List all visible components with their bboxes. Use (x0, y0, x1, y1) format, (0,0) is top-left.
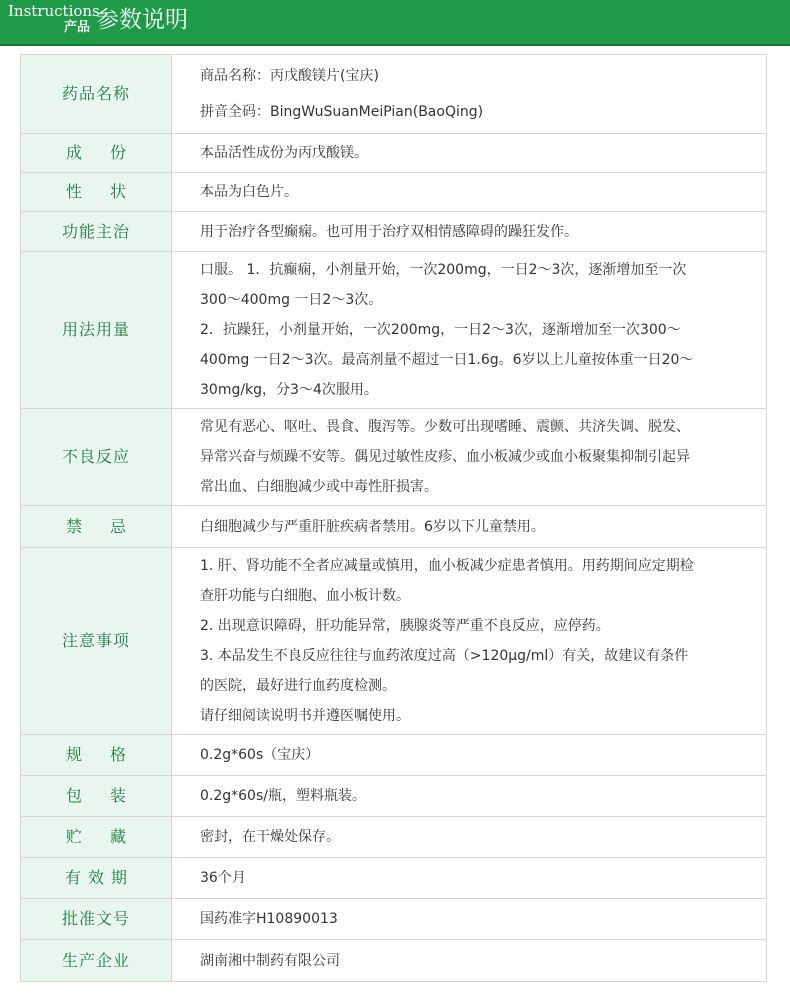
table-row (21, 735, 767, 776)
row-value (172, 506, 767, 548)
value-line: 异常兴奋与烦躁不安等。偶见过敏性皮疹、血小板减少或血小板聚集抑制引起异 (200, 449, 690, 465)
header-title: 参数说明 (96, 7, 188, 33)
table-row (21, 899, 767, 940)
row-value (172, 409, 767, 506)
value-line: 36个月 (200, 870, 246, 886)
row-label: 规格 (21, 735, 172, 776)
value-line: 本品为白色片。 (200, 184, 298, 200)
value-line: 0.2g*60s（宝庆） (200, 747, 320, 763)
table-row (21, 55, 767, 134)
row-value (172, 212, 767, 252)
value-line: 常见有恶心、呕吐、畏食、腹泻等。少数可出现嗜睡、震颤、共济失调、脱发、 (200, 419, 690, 435)
value-line: 0.2g*60s/瓶，塑料瓶装。 (200, 788, 366, 804)
value-line: 2. 出现意识障碍，肝功能异常，胰腺炎等严重不良反应，应停药。 (200, 618, 610, 634)
table-row (21, 252, 767, 409)
value-line: 查肝功能与白细胞、血小板计数。 (200, 588, 410, 604)
value-line: 拼音全码：BingWuSuanMeiPian(BaoQing) (200, 104, 484, 120)
table-row (21, 548, 767, 735)
table-row (21, 940, 767, 982)
header-banner (0, 0, 790, 44)
value-line: 白细胞减少与严重肝脏疾病者禁用。6岁以下儿童禁用。 (200, 518, 545, 535)
value-line: 密封，在干燥处保存。 (200, 829, 340, 845)
row-value (172, 173, 767, 212)
table-row (21, 506, 767, 548)
value-line: 2．抗躁狂，小剂量开始，一次200mg，一日2～3次，逐渐增加至一次300～ (200, 322, 681, 338)
value-line: 400mg 一日2～3次。最高剂量不超过一日1.6g。6岁以上儿童按体重一日20～ (200, 352, 694, 368)
row-value (172, 548, 767, 735)
row-value (172, 899, 767, 940)
table-row (21, 212, 767, 252)
value-line: 常出血、白细胞减少或中毒性肝损害。 (200, 479, 438, 495)
row-value (172, 776, 767, 817)
row-value (172, 55, 767, 134)
value-line: 的医院，最好进行血药度检测。 (200, 678, 396, 694)
row-label: 生产企业 (21, 940, 172, 982)
row-label: 禁忌 (21, 506, 172, 548)
value-line: 1. 肝、肾功能不全者应减量或慎用，血小板减少症患者慎用。用药期间应定期检 (200, 558, 694, 574)
row-value (172, 134, 767, 173)
row-label: 有效期 (21, 858, 172, 899)
value-line: 湖南湘中制药有限公司 (200, 952, 340, 969)
row-value (172, 817, 767, 858)
row-label: 功能主治 (21, 212, 172, 252)
row-label: 不良反应 (21, 409, 172, 506)
value-line: 300～400mg 一日2～3次。 (200, 292, 383, 308)
row-label: 性状 (21, 173, 172, 212)
row-value (172, 858, 767, 899)
row-label: 贮藏 (21, 817, 172, 858)
value-line: 商品名称：丙戊酸镁片(宝庆) (200, 68, 379, 84)
value-line: 请仔细阅读说明书并遵医嘱使用。 (200, 708, 410, 724)
header-title-en: Instructions (8, 2, 100, 20)
row-value (172, 252, 767, 409)
row-label: 注意事项 (21, 548, 172, 735)
value-line: 用于治疗各型癫痫。也可用于治疗双相情感障碍的躁狂发作。 (200, 223, 578, 240)
table-row (21, 409, 767, 506)
value-line: 30mg/kg，分3～4次服用。 (200, 382, 378, 398)
table-row (21, 858, 767, 899)
table-row (21, 776, 767, 817)
header-divider (0, 44, 790, 46)
row-label: 包装 (21, 776, 172, 817)
table-row (21, 173, 767, 212)
row-value (172, 735, 767, 776)
table-row (21, 817, 767, 858)
row-label: 成份 (21, 134, 172, 173)
value-line: 口服。 1．抗癫痫，小剂量开始，一次200mg，一日2～3次，逐渐增加至一次 (200, 262, 687, 278)
row-label: 批准文号 (21, 899, 172, 940)
table-row (21, 134, 767, 173)
row-value (172, 940, 767, 982)
header-title-small: 产品 (64, 20, 91, 35)
row-label: 用法用量 (21, 252, 172, 409)
spec-table (20, 54, 767, 982)
value-line: 国药准字H10890013 (200, 911, 338, 927)
row-label: 药品名称 (21, 55, 172, 134)
value-line: 本品活性成份为丙戊酸镁。 (200, 145, 368, 161)
value-line: 3. 本品发生不良反应往往与血药浓度过高（>120μg/ml）有关，故建议有条件 (200, 648, 689, 664)
